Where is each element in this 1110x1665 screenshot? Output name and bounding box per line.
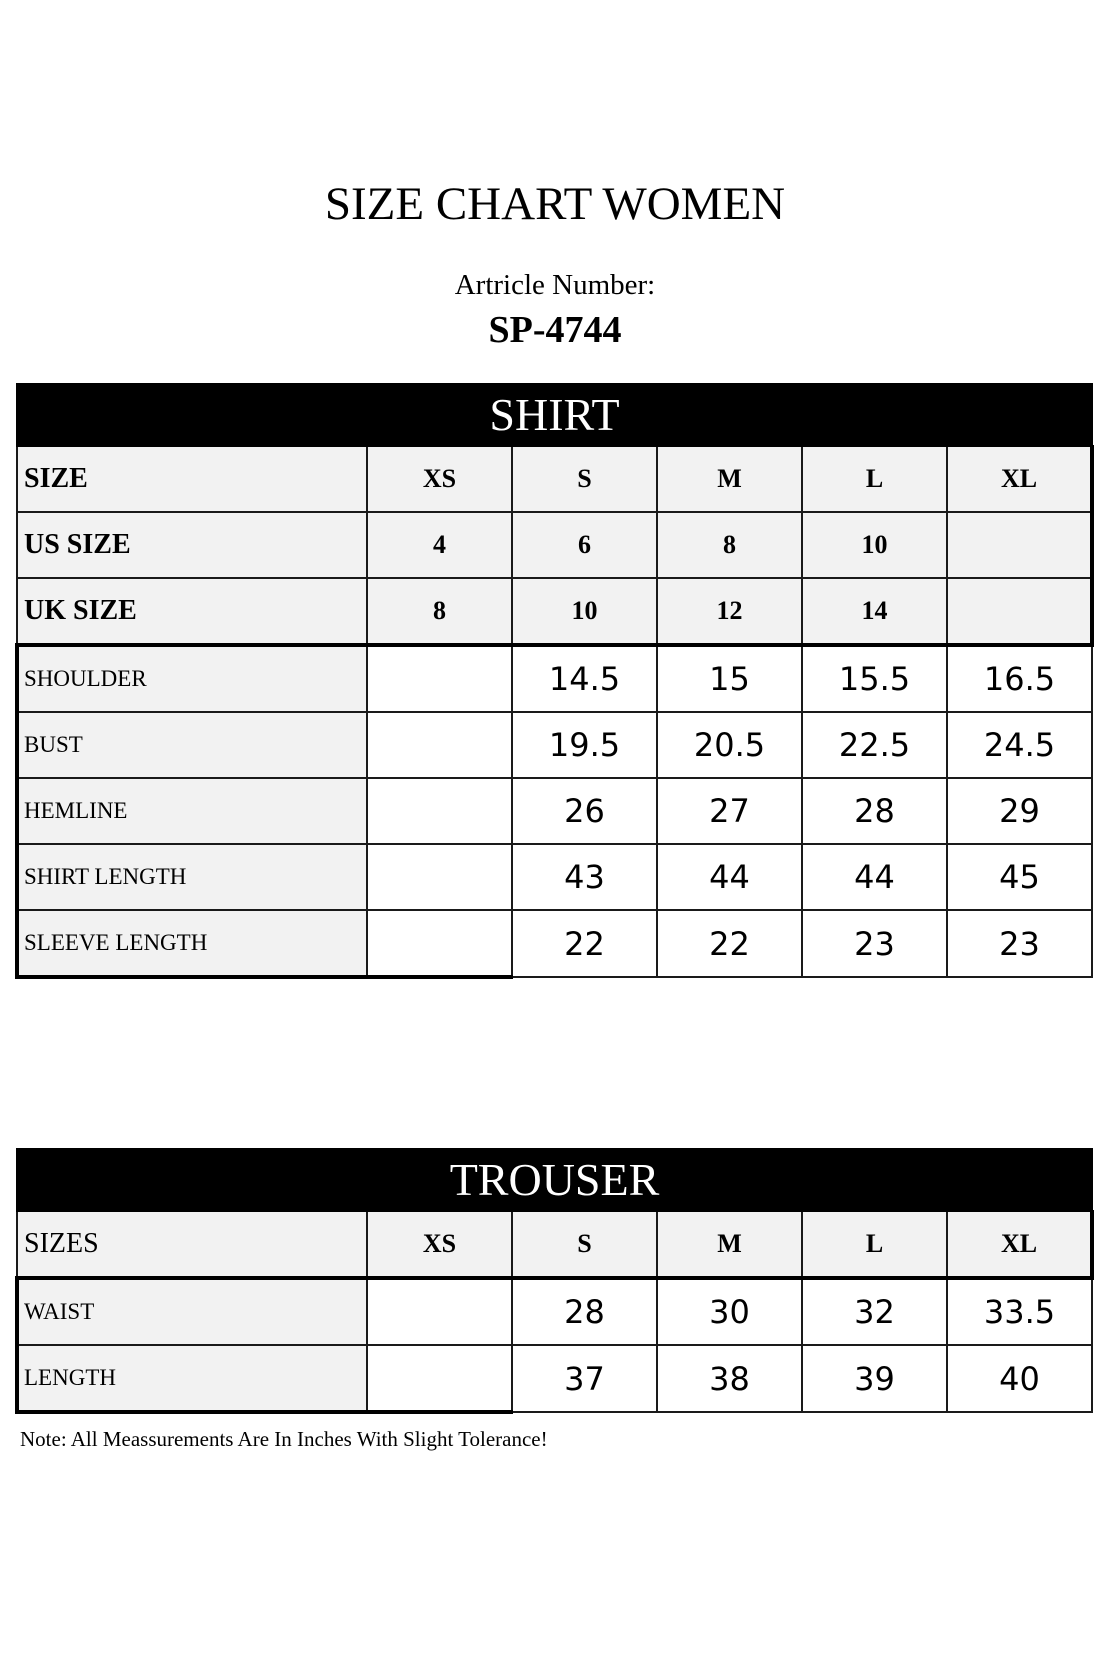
row-label: SIZE [17,446,367,512]
us-size-cell: 10 [802,512,947,578]
us-size-cell: 4 [367,512,512,578]
measurement-cell [367,712,512,778]
measurement-cell [367,778,512,844]
measurement-cell: 28 [512,1278,657,1345]
shirt-sleeve-length-row [17,910,1092,977]
article-number-label: Artricle Number: [454,269,656,301]
row-label: BUST [17,712,367,778]
shirt-size-table [15,383,1094,979]
measurement-cell: 22 [512,910,657,977]
measurement-cell [367,1345,512,1412]
size-header-cell: M [657,1211,802,1278]
shirt-hemline-row [17,778,1092,844]
size-header-cell: XS [367,1211,512,1278]
measurement-cell: 40 [947,1345,1092,1412]
measurement-cell: 32 [802,1278,947,1345]
size-header-cell: M [657,446,802,512]
measurement-cell: 19.5 [512,712,657,778]
trouser-section-title: TROUSER [17,1149,1092,1211]
trouser-waist-row [17,1278,1092,1345]
size-header-cell: XS [367,446,512,512]
row-label: SIZES [17,1211,367,1278]
trouser-length-row [17,1345,1092,1412]
measurement-cell: 24.5 [947,712,1092,778]
measurement-cell: 38 [657,1345,802,1412]
measurement-cell: 23 [802,910,947,977]
row-label: UK SIZE [17,578,367,645]
measurement-cell: 26 [512,778,657,844]
row-label: SHIRT LENGTH [17,844,367,910]
measurement-cell: 14.5 [512,645,657,712]
measurement-cell: 15.5 [802,645,947,712]
trouser-size-table [15,1148,1094,1414]
measurement-cell [367,645,512,712]
measurement-cell [367,844,512,910]
trouser-size-row [17,1211,1092,1278]
measurement-cell: 43 [512,844,657,910]
measurement-cell: 30 [657,1278,802,1345]
row-label: US SIZE [17,512,367,578]
measurement-cell: 28 [802,778,947,844]
measurement-cell: 20.5 [657,712,802,778]
shirt-length-row [17,844,1092,910]
measurement-cell: 27 [657,778,802,844]
row-label: WAIST [17,1278,367,1345]
uk-size-cell [947,578,1092,645]
row-label: SLEEVE LENGTH [17,910,367,977]
shirt-shoulder-row [17,645,1092,712]
size-header-cell: S [512,1211,657,1278]
measurement-cell: 39 [802,1345,947,1412]
measurement-cell [367,910,512,977]
size-header-cell: L [802,446,947,512]
page-title: SIZE CHART WOMEN [324,178,786,230]
measurement-cell: 37 [512,1345,657,1412]
uk-size-cell: 12 [657,578,802,645]
measurement-cell [367,1278,512,1345]
us-size-cell [947,512,1092,578]
measurement-cell: 22 [657,910,802,977]
uk-size-cell: 10 [512,578,657,645]
uk-size-cell: 14 [802,578,947,645]
us-size-cell: 8 [657,512,802,578]
size-header-cell: XL [947,1211,1092,1278]
size-header-cell: L [802,1211,947,1278]
measurement-cell: 29 [947,778,1092,844]
measurement-cell: 15 [657,645,802,712]
size-header-cell: XL [947,446,1092,512]
uk-size-cell: 8 [367,578,512,645]
measurement-cell: 45 [947,844,1092,910]
shirt-bust-row [17,712,1092,778]
row-label: HEMLINE [17,778,367,844]
shirt-us-size-row [17,512,1092,578]
shirt-size-row [17,446,1092,512]
measurement-cell: 22.5 [802,712,947,778]
measurement-cell: 33.5 [947,1278,1092,1345]
row-label: LENGTH [17,1345,367,1412]
article-number-value: SP-4744 [488,309,622,351]
row-label: SHOULDER [17,645,367,712]
measurement-cell: 23 [947,910,1092,977]
measurement-cell: 44 [802,844,947,910]
shirt-section-title: SHIRT [17,384,1092,446]
shirt-uk-size-row [17,578,1092,645]
measurement-cell: 44 [657,844,802,910]
size-header-cell: S [512,446,657,512]
measurement-cell: 16.5 [947,645,1092,712]
measurement-note: Note: All Meassurements Are In Inches With Slight Tolerance! [20,1427,548,1451]
us-size-cell: 6 [512,512,657,578]
